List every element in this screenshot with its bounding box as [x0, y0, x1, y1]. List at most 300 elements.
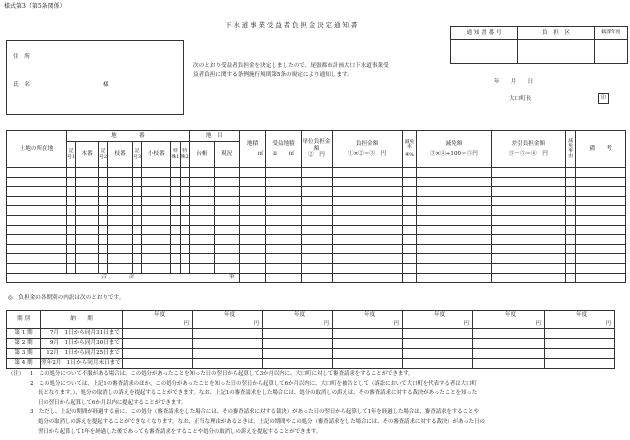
- table-cell: [576, 215, 626, 225]
- h-kibetsu: 期 別: [7, 311, 41, 329]
- table-cell: [76, 187, 99, 197]
- table-cell: [565, 196, 575, 206]
- note-line: 3 ただし、上記の期間が経過する前に、この処分（審査請求をした場合には、その審査請求に対する裁決）があった日の翌日から起算して1年を経過した場合は、審査請求をすることや: [30, 409, 479, 416]
- table-cell: [214, 206, 239, 216]
- table-cell: [180, 196, 189, 206]
- table-cell: [76, 254, 99, 264]
- installment-amount-cell: [473, 359, 545, 369]
- table-cell: [576, 177, 626, 187]
- col-chiseki-unit: ㎡: [257, 151, 264, 157]
- col-sashihiki: [491, 131, 565, 168]
- installment-row: [7, 349, 615, 359]
- installment-amount-cell: [333, 329, 403, 339]
- year-cell: [545, 311, 615, 329]
- table-cell: [76, 168, 99, 178]
- table-cell: [402, 244, 416, 254]
- table-cell: [301, 244, 332, 254]
- year-label: 年度: [504, 312, 517, 318]
- yen-label: 円: [605, 320, 611, 327]
- table-cell: [301, 187, 332, 197]
- table-row: [7, 244, 626, 254]
- group-chiban: 地 番: [66, 131, 189, 142]
- table-cell: [491, 177, 565, 187]
- installment-header-row: [7, 311, 615, 329]
- year-cell: [333, 311, 403, 329]
- installment-amount-cell: [545, 339, 615, 349]
- table-cell: [565, 177, 575, 187]
- table-cell: [180, 254, 189, 264]
- levy-year-cell: [595, 40, 628, 64]
- total-row-label: [7, 273, 240, 282]
- notes-body: [30, 371, 485, 438]
- sub-edaban: 枝番: [108, 142, 133, 168]
- table-cell: [189, 196, 214, 206]
- table-cell: [76, 235, 99, 245]
- installment-term: 第 2 期: [7, 339, 41, 349]
- table-cell: [108, 177, 133, 187]
- table-cell: [576, 168, 626, 178]
- table-cell: [576, 244, 626, 254]
- table-cell: [239, 244, 266, 254]
- table-cell: [98, 168, 107, 178]
- installment-amount-cell: [403, 339, 473, 349]
- table-cell: [565, 244, 575, 254]
- table-cell: [301, 177, 332, 187]
- table-cell: [565, 225, 575, 235]
- table-cell: [171, 177, 180, 187]
- sub-kigo2: 記号2: [98, 142, 107, 168]
- total-mark: 筆: [228, 274, 235, 281]
- table-cell: [142, 215, 171, 225]
- table-cell: [76, 263, 99, 273]
- table-cell: [491, 168, 565, 178]
- table-cell: [7, 168, 67, 178]
- table-cell: [417, 225, 491, 235]
- table-cell: [491, 206, 565, 216]
- year-cell: [193, 311, 263, 329]
- note-line: 1 この処分について不服がある場合は、この処分があったことを知った日の翌日から起算して3か月以内に、大口町に対して審査請求をすることができます。: [30, 371, 414, 377]
- table-cell: [576, 263, 626, 273]
- col-location: 土地の所在地: [7, 131, 67, 168]
- table-cell: [266, 206, 301, 216]
- table-cell: [98, 206, 107, 216]
- col-tanni-label: 単位負担金額: [302, 139, 331, 152]
- body-text-line-2: 益者負担に関する条例施行規則第5条の規定により通知します。: [193, 72, 353, 78]
- installment-row: [7, 329, 615, 339]
- table-cell: [189, 177, 214, 187]
- col-genmengaku-label: 減免額: [445, 140, 463, 147]
- table-cell: [301, 215, 332, 225]
- table-cell: [189, 206, 214, 216]
- table-cell: [214, 168, 239, 178]
- table-cell: [301, 225, 332, 235]
- table-cell: [266, 215, 301, 225]
- table-cell: [108, 215, 133, 225]
- table-cell: [108, 263, 133, 273]
- col-futan-label: 負担金額: [355, 140, 379, 147]
- table-cell: [171, 187, 180, 197]
- table-cell: [402, 225, 416, 235]
- table-cell: [180, 206, 189, 216]
- col-genmenritsu: [402, 131, 416, 168]
- table-cell: [66, 206, 75, 216]
- note-line: 長となります。）、処分の取消しの訴えを提起することができます。なお、上記1の審査請求をした場合には、処分の取消しの訴えは、その審査請求に対する裁決があったことを知った: [38, 390, 478, 397]
- table-cell: [239, 215, 266, 225]
- table-cell: [66, 177, 75, 187]
- table-cell: [7, 215, 67, 225]
- table-cell: [98, 225, 107, 235]
- total-cell: [239, 273, 266, 282]
- installment-amount-cell: [263, 329, 333, 339]
- table-cell: [239, 254, 266, 264]
- table-cell: [142, 187, 171, 197]
- year-cell: [473, 311, 545, 329]
- col-biko: 備 考: [576, 131, 626, 168]
- table-row: [7, 235, 626, 245]
- table-cell: [491, 187, 565, 197]
- installment-deadline: 9月 1日から同月30日まで: [41, 339, 123, 349]
- installment-amount-cell: [123, 359, 193, 369]
- table-cell: [266, 244, 301, 254]
- table-cell: [332, 177, 402, 187]
- table-cell: [214, 235, 239, 245]
- table-cell: [266, 196, 301, 206]
- table-cell: [142, 206, 171, 216]
- installment-amount-cell: [193, 359, 263, 369]
- table-cell: [171, 225, 180, 235]
- table-cell: [332, 235, 402, 245]
- sub-daicho: 台帳: [189, 142, 214, 168]
- sub-koedaban: 小枝番: [142, 142, 171, 168]
- table-cell: [7, 225, 67, 235]
- table-cell: [133, 168, 142, 178]
- year-label: 年度: [154, 312, 166, 318]
- table-cell: [417, 263, 491, 273]
- table-cell: [239, 177, 266, 187]
- table-cell: [7, 187, 67, 197]
- table-cell: [301, 235, 332, 245]
- table-cell: [332, 187, 402, 197]
- table-cell: [266, 225, 301, 235]
- table-cell: [214, 196, 239, 206]
- table-cell: [332, 206, 402, 216]
- table-cell: [98, 235, 107, 245]
- table-cell: [7, 244, 67, 254]
- table-cell: [266, 254, 301, 264]
- table-cell: [7, 263, 67, 273]
- table-cell: [133, 235, 142, 245]
- table-cell: [66, 254, 75, 264]
- yen-label: 円: [535, 320, 541, 327]
- table-cell: [576, 187, 626, 197]
- table-cell: [565, 187, 575, 197]
- table-cell: [133, 244, 142, 254]
- table-cell: [491, 196, 565, 206]
- table-cell: [417, 196, 491, 206]
- table-cell: [108, 225, 133, 235]
- table-cell: [66, 187, 75, 197]
- col-futan-unit: ①×②＝③ 円: [348, 151, 387, 157]
- table-row: [7, 206, 626, 216]
- col-juekichiseki-unit: ① ㎡: [272, 151, 295, 157]
- col-chiseki-label: 地積: [246, 140, 259, 147]
- table-cell: [133, 225, 142, 235]
- total-cell: [266, 273, 301, 282]
- table-cell: [180, 177, 189, 187]
- col-genmenjiyu: 減免事由: [565, 131, 575, 168]
- year-label: 年度: [434, 312, 446, 318]
- table-cell: [76, 177, 99, 187]
- table-cell: [180, 215, 189, 225]
- year-label: 年度: [294, 312, 306, 318]
- table-cell: [301, 254, 332, 264]
- table-cell: [142, 254, 171, 264]
- installment-deadline: 翌年2月 1日から同月末日まで: [41, 359, 123, 369]
- total-cell: [332, 273, 402, 282]
- col-sashihiki-label: 差引負担金額: [511, 140, 546, 147]
- main-table: [6, 130, 626, 283]
- table-cell: [108, 244, 133, 254]
- table-cell: [180, 225, 189, 235]
- total-label: 合 計: [101, 274, 135, 281]
- installment-amount-cell: [545, 349, 615, 359]
- table-cell: [214, 254, 239, 264]
- installment-amount-cell: [403, 359, 473, 369]
- table-cell: [301, 206, 332, 216]
- table-cell: [98, 215, 107, 225]
- table-cell: [108, 196, 133, 206]
- table-cell: [565, 235, 575, 245]
- installment-amount-cell: [473, 329, 545, 339]
- note-line: 日の翌日から起算して6か月以内に提起することができます。: [38, 399, 187, 406]
- table-cell: [133, 206, 142, 216]
- table-cell: [98, 244, 107, 254]
- table-cell: [98, 196, 107, 206]
- table-cell: [189, 187, 214, 197]
- table-cell: [402, 177, 416, 187]
- col-genmengaku: [417, 131, 491, 168]
- table-cell: [189, 254, 214, 264]
- table-cell: [332, 168, 402, 178]
- table-cell: [239, 196, 266, 206]
- col-chiseki: [239, 131, 266, 168]
- table-cell: [402, 215, 416, 225]
- sub-kigo1: 記号1: [66, 142, 75, 168]
- address-label: 住 所: [13, 54, 30, 60]
- col-genmenritsu-unit: ④%: [405, 153, 414, 159]
- table-cell: [491, 263, 565, 273]
- table-cell: [180, 168, 189, 178]
- table-cell: [266, 168, 301, 178]
- table-cell: [171, 215, 180, 225]
- burden-area-header: 負 担 区: [518, 27, 595, 40]
- table-cell: [108, 254, 133, 264]
- table-cell: [332, 263, 402, 273]
- installment-amount-cell: [333, 359, 403, 369]
- year-label: 年度: [364, 312, 376, 318]
- table-cell: [491, 215, 565, 225]
- table-cell: [108, 187, 133, 197]
- notes-label: （注）: [8, 371, 25, 377]
- table-row: [7, 177, 626, 187]
- table-cell: [66, 244, 75, 254]
- table-row: [7, 215, 626, 225]
- installment-amount-cell: [263, 339, 333, 349]
- table-cell: [133, 196, 142, 206]
- table-cell: [565, 168, 575, 178]
- table-cell: [301, 263, 332, 273]
- table-cell: [239, 263, 266, 273]
- seal-mark: 印: [598, 93, 609, 104]
- installment-row: [7, 359, 615, 369]
- table-cell: [239, 206, 266, 216]
- installment-amount-cell: [545, 329, 615, 339]
- table-row: [7, 196, 626, 206]
- col-juekichiseki: [266, 131, 301, 168]
- installment-rows: [7, 329, 615, 369]
- installment-amount-cell: [193, 349, 263, 359]
- installment-amount-cell: [123, 329, 193, 339]
- table-cell: [142, 177, 171, 187]
- installment-amount-cell: [403, 349, 473, 359]
- table-cell: [301, 168, 332, 178]
- total-cell: [565, 273, 575, 282]
- year-cell: [263, 311, 333, 329]
- table-cell: [417, 215, 491, 225]
- year-cell: [123, 311, 193, 329]
- notice-number-header: 通 知 書 番 号: [451, 27, 518, 40]
- installment-deadline: 7月 1日から同月31日まで: [41, 329, 123, 339]
- table-row: [7, 187, 626, 197]
- table-cell: [332, 225, 402, 235]
- note-line: 翌日から起算して1年を経過した後であっても審査請求をすることや処分の取消しの訴えを提起することができます。: [38, 428, 322, 435]
- table-cell: [266, 235, 301, 245]
- table-row: [7, 168, 626, 178]
- h-nouki: 納 期: [41, 311, 123, 329]
- table-cell: [576, 254, 626, 264]
- table-cell: [98, 177, 107, 187]
- table-cell: [66, 235, 75, 245]
- installment-deadline: 12月 1日から同月25日まで: [41, 349, 123, 359]
- table-cell: [189, 235, 214, 245]
- table-cell: [7, 177, 67, 187]
- table-cell: [332, 254, 402, 264]
- table-cell: [402, 196, 416, 206]
- table-cell: [171, 196, 180, 206]
- table-cell: [189, 215, 214, 225]
- installment-row: [7, 339, 615, 349]
- addressee-box: [6, 40, 184, 115]
- table-cell: [239, 187, 266, 197]
- table-cell: [66, 196, 75, 206]
- table-cell: [142, 235, 171, 245]
- table-cell: [98, 187, 107, 197]
- table-cell: [189, 225, 214, 235]
- table-cell: [171, 254, 180, 264]
- table-cell: [402, 263, 416, 273]
- table-cell: [214, 244, 239, 254]
- table-cell: [108, 206, 133, 216]
- table-cell: [266, 177, 301, 187]
- form-id: 様式第3（第5条関係）: [4, 3, 66, 10]
- col-sashihiki-unit: ③－⑤＝⑥ 円: [508, 151, 548, 157]
- table-cell: [76, 244, 99, 254]
- blank-rows: [7, 168, 626, 274]
- sub-kigo3: 記号3: [133, 142, 142, 168]
- total-cell: [402, 273, 416, 282]
- table-cell: [332, 215, 402, 225]
- table-cell: [133, 187, 142, 197]
- installment-amount-cell: [123, 339, 193, 349]
- body-text-line-1: 次のとおり受益者負担金を決定しましたので、尾張都市計画大口下水道事業受: [193, 63, 389, 69]
- levy-year-header: 賦課年度: [595, 27, 628, 40]
- table-cell: [576, 225, 626, 235]
- table-cell: [214, 215, 239, 225]
- yen-label: 円: [183, 320, 189, 327]
- issuer: 大口町長: [509, 96, 532, 102]
- table-cell: [417, 206, 491, 216]
- table-cell: [565, 263, 575, 273]
- col-genmengaku-unit: ③×④÷100＝⑤円: [429, 151, 478, 157]
- note-line: 2 この処分については、上記1の審査請求のほか、この処分があったことを知った日の翌日から起算して6か月以内に、大口町を被告として（訴訟において大口町を代表する者は大口町: [30, 380, 477, 387]
- table-row: [7, 254, 626, 264]
- date-line: 年 月 日: [494, 79, 534, 85]
- table-cell: [133, 263, 142, 273]
- yen-label: 円: [463, 320, 469, 327]
- table-cell: [66, 263, 75, 273]
- installment-amount-cell: [263, 359, 333, 369]
- table-cell: [108, 168, 133, 178]
- table-cell: [189, 244, 214, 254]
- table-cell: [180, 244, 189, 254]
- installment-amount-cell: [123, 349, 193, 359]
- installment-amount-cell: [333, 349, 403, 359]
- table-cell: [7, 206, 67, 216]
- table-cell: [98, 254, 107, 264]
- table-row: [7, 225, 626, 235]
- table-cell: [402, 187, 416, 197]
- table-cell: [171, 168, 180, 178]
- table-cell: [133, 177, 142, 187]
- table-cell: [214, 225, 239, 235]
- table-cell: [76, 225, 99, 235]
- notice-number-box: [450, 26, 628, 64]
- table-cell: [66, 225, 75, 235]
- table-cell: [7, 254, 67, 264]
- installment-term: 第 1 期: [7, 329, 41, 339]
- table-cell: [180, 263, 189, 273]
- table-cell: [171, 235, 180, 245]
- table-cell: [180, 235, 189, 245]
- total-cell: [576, 273, 626, 282]
- installment-amount-cell: [473, 339, 545, 349]
- table-cell: [576, 235, 626, 245]
- table-cell: [576, 206, 626, 216]
- table-cell: [402, 168, 416, 178]
- table-cell: [142, 263, 171, 273]
- table-cell: [301, 196, 332, 206]
- table-cell: [142, 196, 171, 206]
- table-cell: [565, 215, 575, 225]
- sub-tokukigo1: 特殊1: [171, 142, 180, 168]
- table-cell: [98, 263, 107, 273]
- table-cell: [417, 235, 491, 245]
- table-cell: [491, 244, 565, 254]
- table-cell: [133, 254, 142, 264]
- table-cell: [402, 254, 416, 264]
- table-row: [7, 263, 626, 273]
- installment-amount-cell: [403, 329, 473, 339]
